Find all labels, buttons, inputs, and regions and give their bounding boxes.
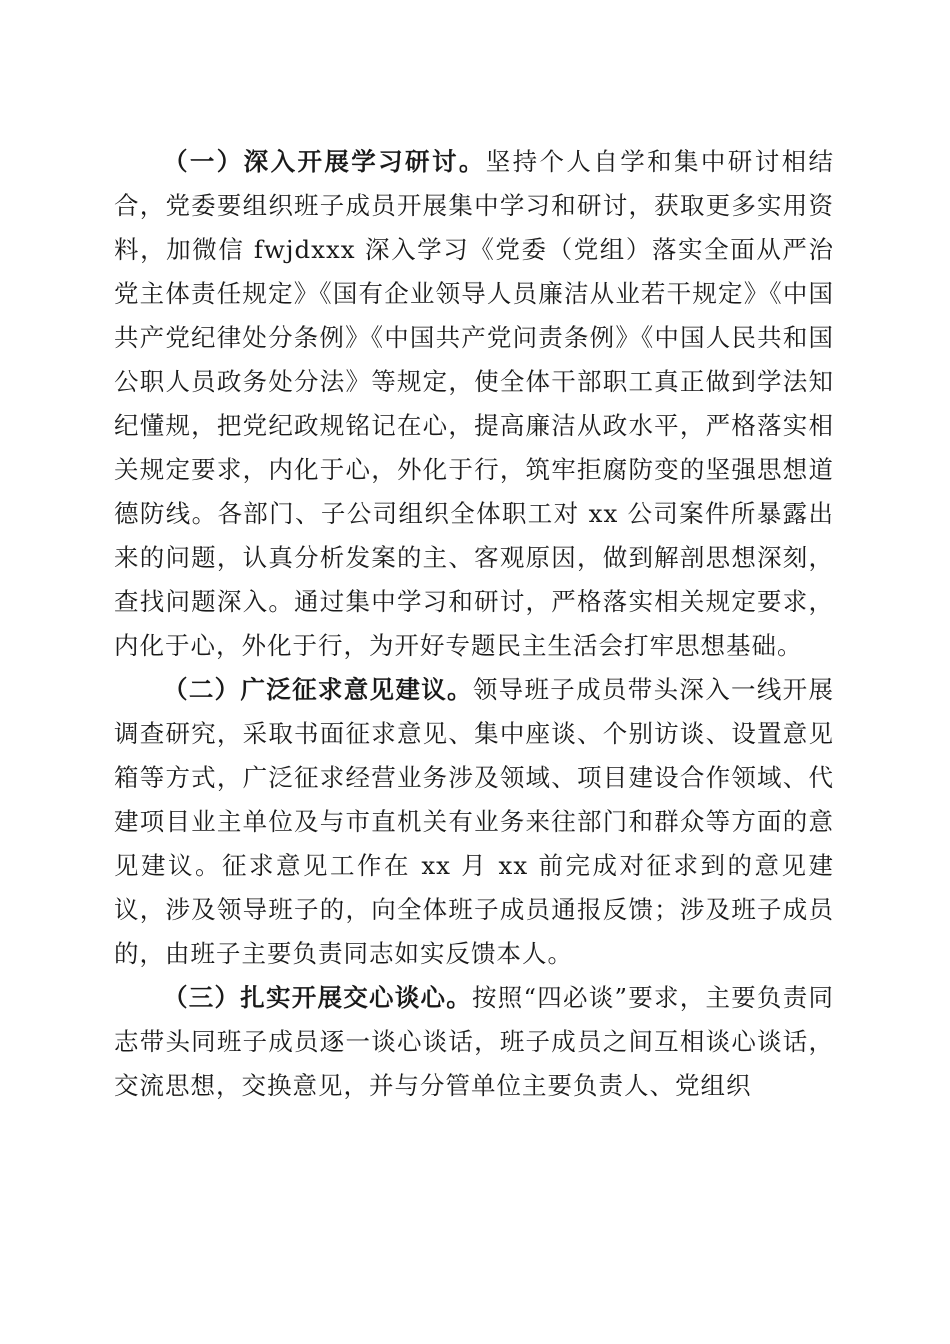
paragraph-solicit-opinions <box>114 668 834 976</box>
paragraph-text: 按照“四必谈”要求，主要负责同志带头同班子成员逐一谈心谈话，班子成员之间互相谈心谈话，交流思想，交换意见，并与分管单位主要负责人、党组织 <box>114 983 834 1100</box>
document-body <box>114 140 834 1108</box>
paragraph-study-discussion <box>114 140 834 668</box>
paragraph-text: 坚持个人自学和集中研讨相结合，党委要组织班子成员开展集中学习和研讨，获取更多实用资料，加微信 fwjdxxx 深入学习《党委（党组）落实全面从严治党主体责任规定》《国有企业领导人员廉洁从业若干规定》《中国共产党纪律处分条例》《中国共产党问责条例》《中国人民共和国公职人员政务处分法》等规定，使全体干部职工真正做到学法知纪懂规，把党纪政规铭记在心，提高廉洁从政水平，严格落实相关规定要求，内化于心，外化于行，筑牢拒腐防变的坚强思想道德防线。各部门、子公司组织全体职工对 xx 公司案件所暴露出来的问题，认真分析发案的主、客观原因，做到解剖思想深刻，查找问题深入。通过集中学习和研讨，严格落实相关规定要求，内化于心，外化于行，为开好专题民主生活会打牢思想基础。 <box>114 147 834 660</box>
paragraph-heading: （三）扎实开展交心谈心。 <box>163 983 472 1012</box>
paragraph-heading: （二）广泛征求意见建议。 <box>163 675 473 704</box>
paragraph-heading: （一）深入开展学习研讨。 <box>163 147 486 176</box>
paragraph-text: 领导班子成员带头深入一线开展调查研究，采取书面征求意见、集中座谈、个别访谈、设置意见箱等方式，广泛征求经营业务涉及领域、项目建设合作领域、代建项目业主单位及与市直机关有业务来往部门和群众等方面的意见建议。征求意见工作在 xx 月 xx 前完成对征求到的意见建议，涉及领导班子的，向全体班子成员通报反馈；涉及班子成员的，由班子主要负责同志如实反馈本人。 <box>114 675 835 968</box>
paragraph-heart-to-heart-talks <box>114 976 834 1108</box>
